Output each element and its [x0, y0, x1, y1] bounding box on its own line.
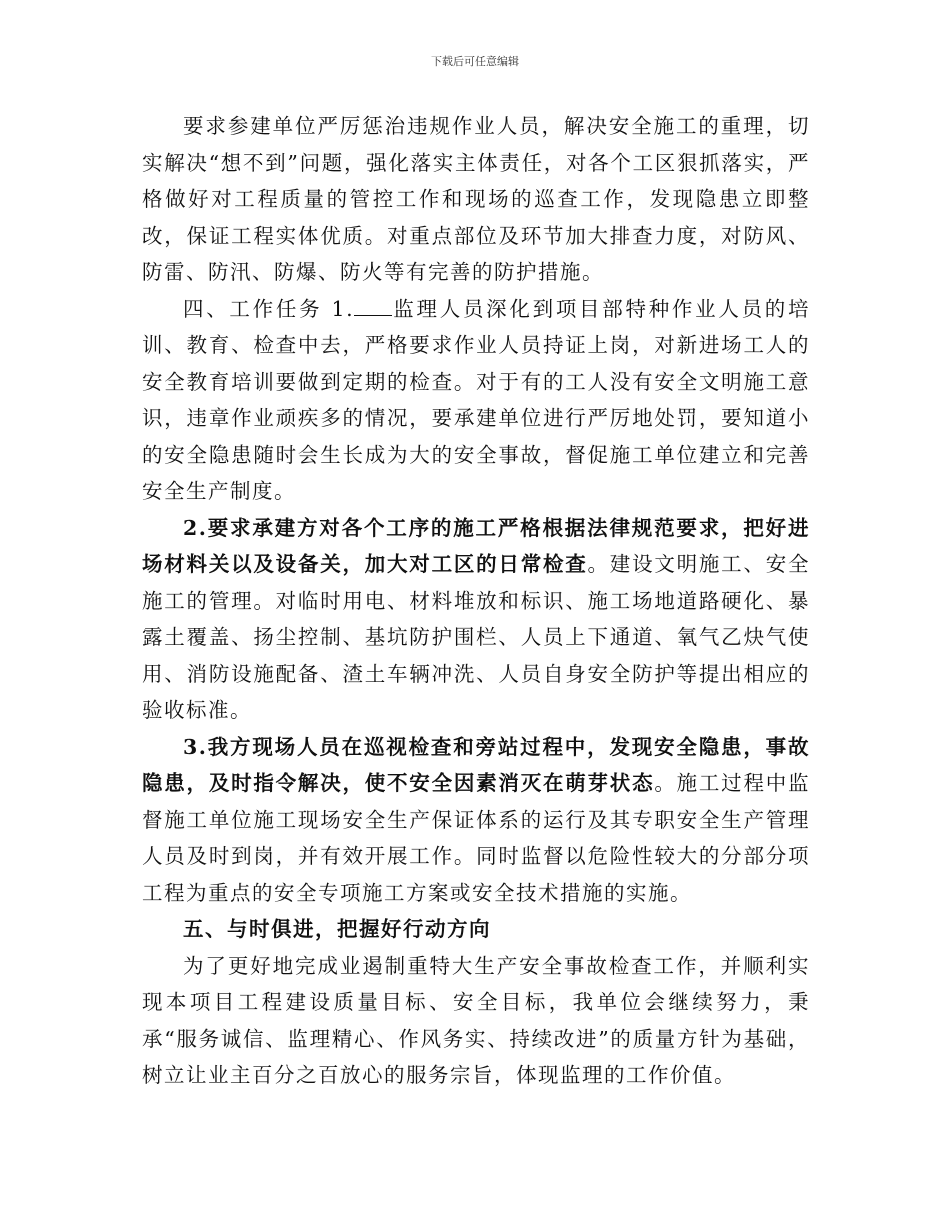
- paragraph-4: [142, 729, 810, 912]
- paragraph-3-text: 。建设文明施工、安全施工的管理。对临时用电、材料堆放和标识、施工场地道路硬化、暴露土覆盖、扬尘控制、基坑防护围栏、人员上下通道、氧气乙炔气使用、消防设施配备、渣土车辆冲洗、人员自身安全防护等提出相应的验收标准。: [142, 552, 811, 722]
- document-body: [142, 108, 810, 1094]
- page-header: 下载后可任意编辑: [431, 55, 519, 68]
- paragraph-5: 为了更好地完成业遏制重特大生产安全事故检查工作，并顺利实现本项目工程建设质量目标、安全目标，我单位会继续努力，秉承“服务诚信、监理精心、作风务实、持续改进”的质量方针为基础，树立让业主百分之百放心的服务宗旨，体现监理的工作价值。: [142, 953, 810, 1087]
- paragraph-1: 要求参建单位严厉惩治违规作业人员，解决安全施工的重理，切实解决“想不到”问题，强化落实主体责任，对各个工区狠抓落实，严格做好对工程质量的管控工作和现场的巡查工作，发现隐患立即整改，保证工程实体优质。对重点部位及环节加大排查力度，对防风、防雷、防汛、防爆、防火等有完善的防护措施。: [142, 114, 810, 284]
- paragraph-4-bold: 3.我方现场人员在巡视检查和旁站过程中，发现安全隐患，事故隐患，及时指令解决，使不安全因素消灭在萌芽状态: [142, 734, 810, 795]
- section-heading-5: 五、与时俱进，把握好行动方向: [183, 917, 491, 941]
- paragraph-3-bold: 2.要求承建方对各个工序的施工严格根据法律规范要求，把好进场材料关以及设备关，加大对工区的日常检查: [142, 515, 810, 576]
- paragraph-2: [142, 291, 810, 510]
- work-task-prefix: 四、工作任务 1.: [183, 296, 355, 321]
- paragraph-3: [142, 510, 810, 729]
- paragraph-2-text: 监理人员深化到项目部特种作业人员的培训、教育、检查中去，严格要求作业人员持证上岗，对新进场工人的安全教育培训要做到定期的检查。对于有的工人没有安全文明施工意识，违章作业顽疾多的情况，要承建单位进行严厉地处罚，要知道小的安全隐患随时会生长成为大的安全事故，督促施工单位建立和完善安全生产制度。: [142, 296, 810, 503]
- paragraph-4-text: 。施工过程中监督施工单位施工现场安全生产保证体系的运行及其专职安全生产管理人员及时到岗，并有效开展工作。同时监督以危险性较大的分部分项工程为重点的安全专项施工方案或安全技术措施的实施。: [142, 771, 810, 905]
- blank-underline: [354, 297, 392, 316]
